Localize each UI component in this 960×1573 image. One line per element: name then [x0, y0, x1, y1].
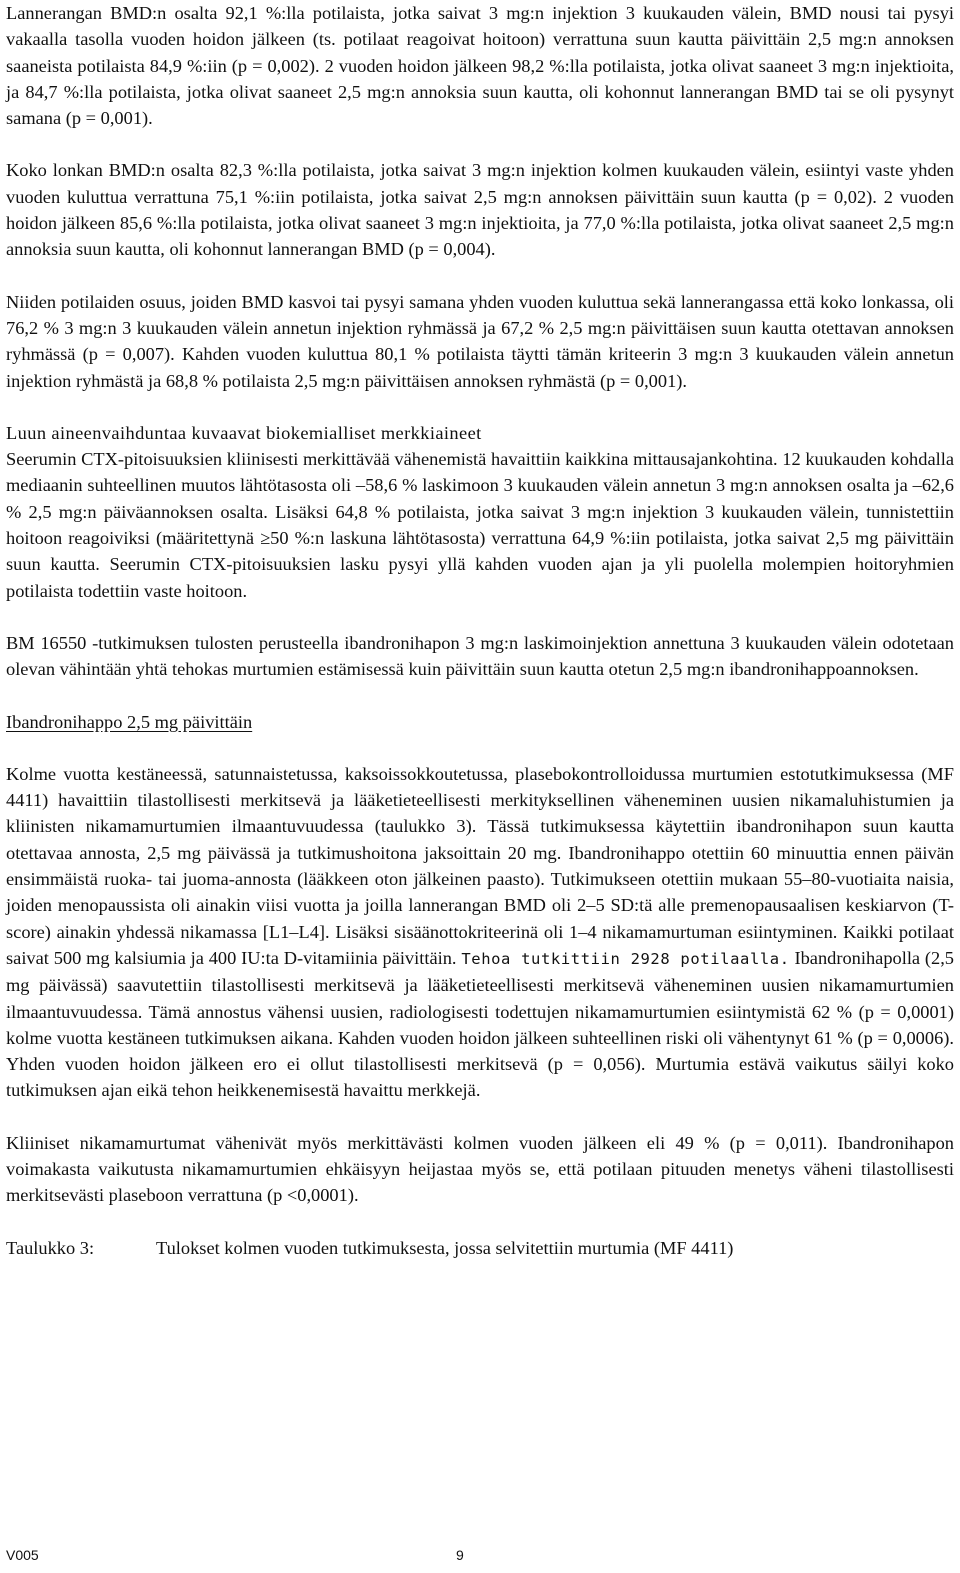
paragraph-mf4411: [6, 761, 954, 1104]
section-heading-daily-dose: Ibandronihappo 2,5 mg päivittäin: [6, 711, 253, 732]
paragraph-hip-bmd: Koko lonkan BMD:n osalta 82,3 %:lla potilaista, jotka saivat 3 mg:n injektion kolmen kuukauden välein, esiintyi vaste yhden vuoden kuluttua verrattuna 75,1 %:iin potilaista, jotka saivat 2,5 mg:n annoksen päivittäin suun kautta (p = 0,02). 2 vuoden hoidon jälkeen 85,6 %:lla potilaista, jotka olivat saaneet 3 mg:n injektioita, ja 77,0 %:lla potilaista, jotka olivat saaneet 2,5 mg:n annoksia suun kautta, oli kohonnut lannerangan BMD (p = 0,004).: [6, 160, 954, 260]
table-caption-label: Taulukko 3:: [6, 1237, 95, 1258]
table-caption-text: Tulokset kolmen vuoden tutkimuksesta, jossa selvitettiin murtumia (MF 4411): [156, 1237, 734, 1258]
subheading-biochemical-markers: Luun aineenvaihduntaa kuvaavat biokemialliset merkkiaineet: [6, 422, 482, 443]
footer-page-number: 9: [456, 1547, 464, 1563]
section-biochemical-markers: [6, 420, 954, 604]
paragraph-lumbar-bmd: Lannerangan BMD:n osalta 92,1 %:lla potilaista, jotka saivat 3 mg:n injektion 3 kuukauden välein, BMD nousi tai pysyi vakaalla tasolla vuoden hoidon jälkeen (ts. potilaat reagoivat hoitoon) verrattuna suun kautta päivittäin 2,5 mg:n annoksen saaneista potilaista 84,9 %:iin (p = 0,002). 2 vuoden hoidon jälkeen 98,2 %:lla potilaista, jotka olivat saaneet 3 mg:n injektioita, ja 84,7 %:lla potilaista, jotka olivat saaneet 2,5 mg:n annoksia suun kautta, oli kohonnut lannerangan BMD tai se oli pysynyt samana (p = 0,001).: [6, 3, 954, 129]
paragraph-ctx: Seerumin CTX-pitoisuuksien kliinisesti merkittävää vähenemistä havaittiin kaikkina mittausajankohtina. 12 kuukauden kohdalla mediaanin suhteellinen muutos lähtötasosta oli –58,6 % laskimoon 3 kuukauden välein annetun 3 mg:n annoksen osalta ja –62,6 % 2,5 mg:n päiväannoksen osalta. Lisäksi 64,8 % potilaista, jotka saivat 3 mg:n injektion 3 kuukauden välein, tunnistettiin hoitoon reagoiviksi (määritettynä ≥50 %:n laskuna lähtötasosta) verrattuna 64,9 %:iin potilaista, jotka saivat 2,5 mg päivittäin suun kautta. Seerumin CTX-pitoisuuksien lasku pysyi yllä kahden vuoden ajan ja yli puolella molempien hoitoryhmien potilaista todettiin vaste hoitoon.: [6, 449, 954, 601]
table-caption: [6, 1235, 954, 1261]
paragraph-clinical-fractures: Kliiniset nikamamurtumat vähenivät myös merkittävästi kolmen vuoden jälkeen eli 49 % (p = 0,011). Ibandronihapon voimakasta vaikutusta nikamamurtumien ehkäisyyn heijastaa myös se, että potilaan pituuden menetys väheni tilastollisesti merkitsevästi plaseboon verrattuna (p <0,0001).: [6, 1132, 954, 1206]
paragraph-mf4411-part2: Ibandronihapolla (2,5 mg päivässä) saavutettiin tilastollisesti merkitsevä ja lääketieteellisesti merkitsevä väheneminen uusien nikamamurtumien ilmaantuvuudessa. Tämä annostus vähensi uusien, radiologisesti todettujen nikamamurtumien esiintymistä 62 % (p = 0,0001) kolme vuotta kestäneen tutkimuksen aikana. Kahden vuoden hoidon jälkeen suhteellinen riski oli vähentynyt 61 % (p = 0,0006). Yhden vuoden hoidon jälkeen ero ei ollut tilastollisesti merkitsevä (p = 0,056). Murtumia estävä vaikutus säilyi koko tutkimuksen ajan eikä tehon heikkenemisestä havaittu merkkejä.: [6, 947, 955, 1101]
document-page: [6, 0, 954, 1261]
paragraph-combined-response: Niiden potilaiden osuus, joiden BMD kasvoi tai pysyi samana yhden vuoden kuluttua sekä lannerangassa että koko lonkassa, oli 76,2 % 3 mg:n 3 kuukauden välein annetun injektion ryhmässä ja 67,2 % 2,5 mg:n päivittäisen suun kautta otettavan annoksen ryhmässä (p = 0,007). Kahden vuoden kuluttua 80,1 % potilaista täytti tämän kriteerin 3 mg:n 3 kuukauden välein annetun injektion ryhmästä ja 68,8 % potilaista 2,5 mg:n päivittäisen annoksen ryhmästä (p = 0,001).: [6, 291, 954, 391]
paragraph-mf4411-efficacy: Tehoa tutkittiin 2928 potilaalla.: [461, 949, 790, 968]
paragraph-bm16550: BM 16550 -tutkimuksen tulosten perusteella ibandronihapon 3 mg:n laskimoinjektion annettuna 3 kuukauden välein odotetaan olevan vähintään yhtä tehokas murtumien estämisessä kuin päivittäin suun kautta otetun 2,5 mg:n ibandronihappoannoksen.: [6, 632, 954, 680]
footer-version: V005: [6, 1547, 39, 1563]
paragraph-mf4411-part1: Kolme vuotta kestäneessä, satunnaistetussa, kaksoissokkoutetussa, plasebokontrolloidussa murtumien estotutkimuksessa (MF 4411) havaittiin tilastollisesti merkitsevä ja lääketieteellisesti merkityksellinen väheneminen uusien nikamaluhistumien ja kliinisten nikamamurtumien ilmaantuvuudessa (taulukko 3). Tässä tutkimuksessa käytettiin ibandronihapon suun kautta otettavaa annosta, 2,5 mg päivässä ja tutkimushoitona jaksoittain 20 mg. Ibandronihappo otettiin 60 minuuttia ennen päivän ensimmäistä ruoka- tai juoma-annosta (lääkkeen oton jälkeinen paasto). Tutkimukseen otettiin mukaan 55–80-vuotiaita naisia, joiden menopaussista oli ainakin viisi vuotta ja joilla lannerangan BMD oli 2–5 SD:tä alle premenopausaalisen keskiarvon (T-score) ainakin yhdessä nikamassa [L1–L4]. Lisäksi sisäänottokriteerinä oli 1–4 nikamamurtuman esiintyminen. Kaikki potilaat saivat 500 mg kalsiumia ja 400 IU:ta D-vitamiinia päivittäin.: [6, 763, 954, 968]
